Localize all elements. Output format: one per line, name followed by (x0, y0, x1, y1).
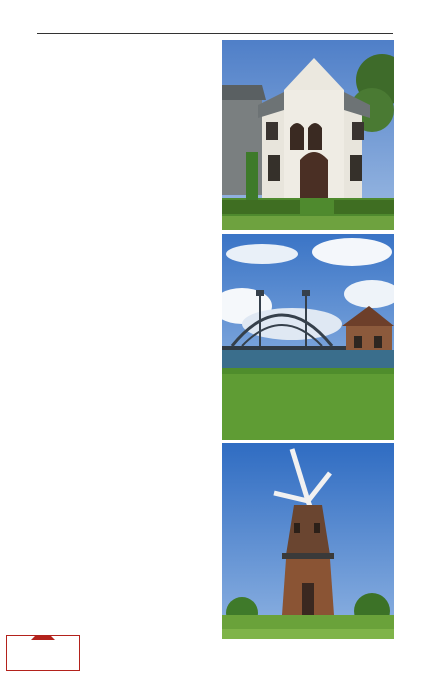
page-header (0, 0, 426, 36)
photo-bridge (222, 234, 394, 440)
table-of-contents (39, 40, 211, 122)
photo-windmill (222, 443, 394, 639)
photo-villa (222, 40, 394, 230)
nostromo-watermark-logo (6, 635, 80, 671)
ship-icon (29, 635, 57, 641)
header-rule (37, 33, 393, 34)
